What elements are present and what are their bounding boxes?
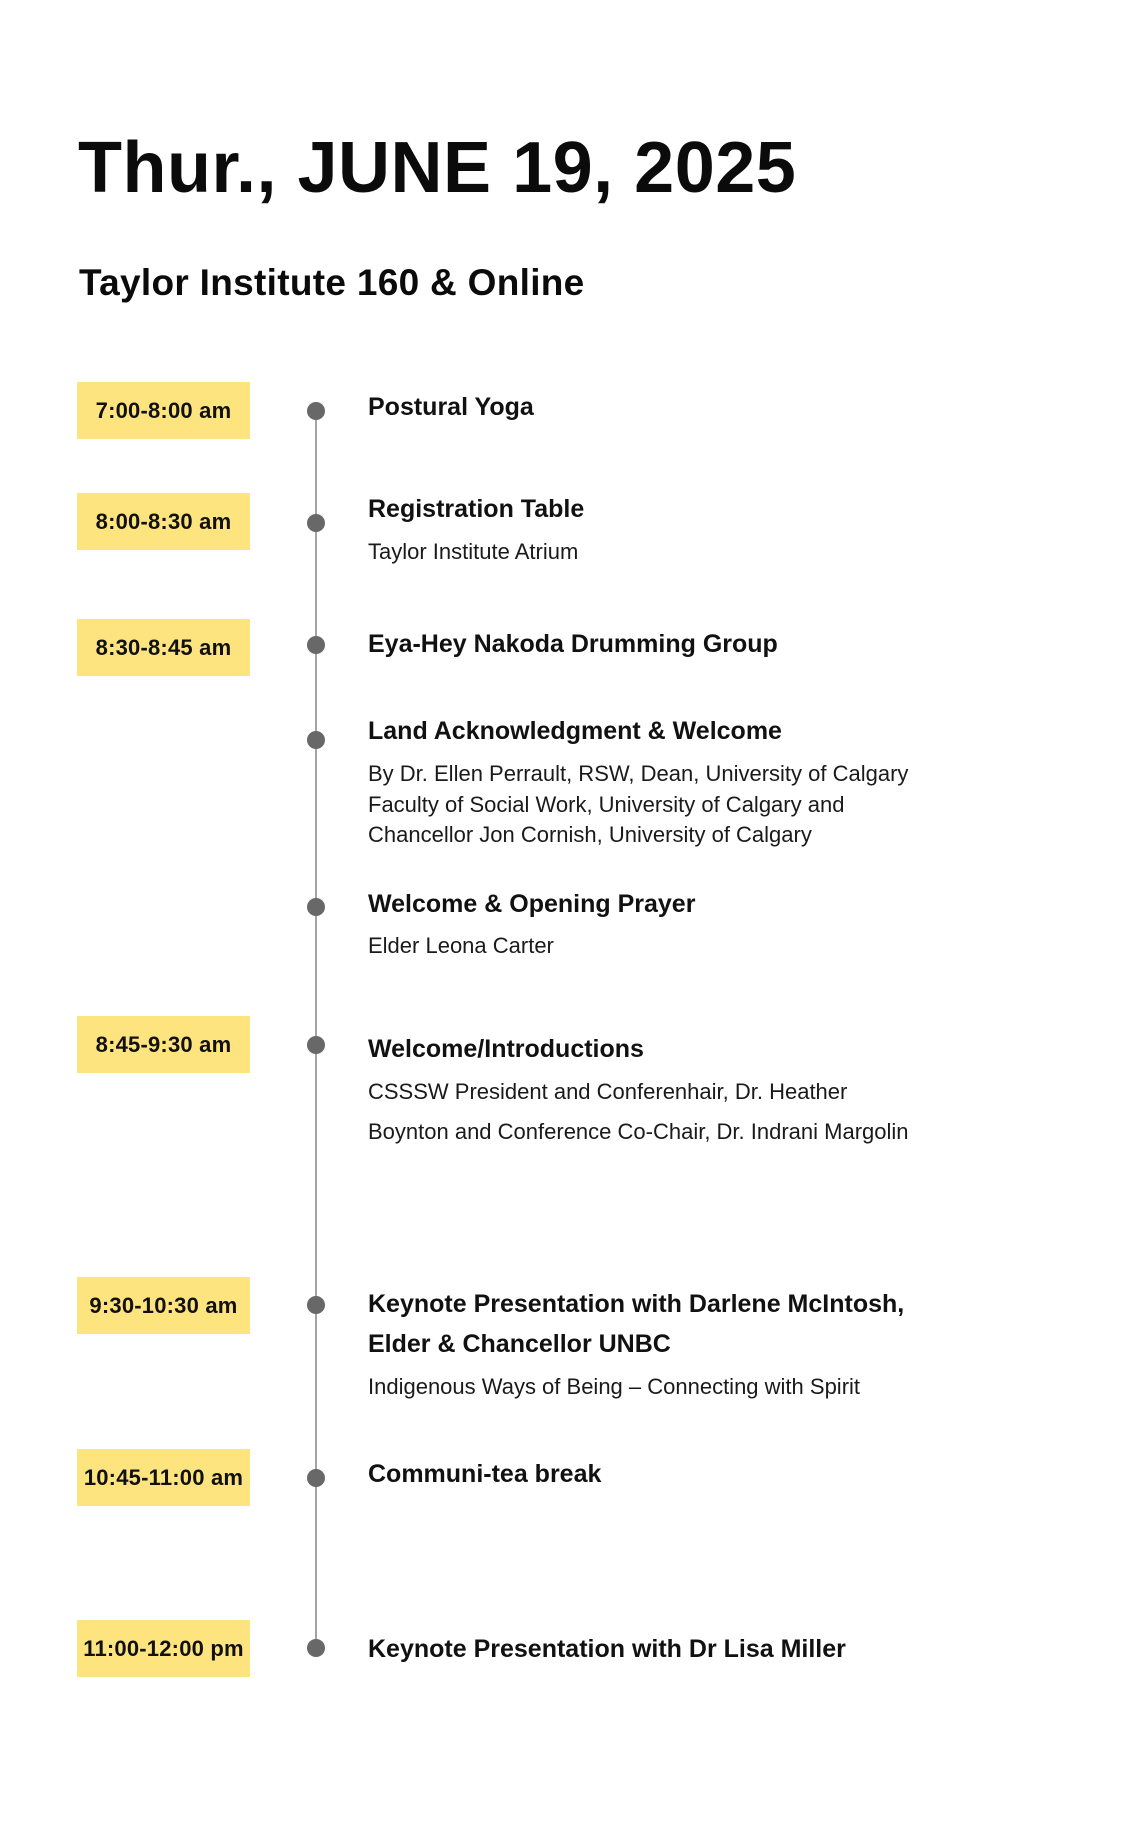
time-badge: 8:45-9:30 am: [77, 1016, 250, 1073]
event-location: Taylor Institute Atrium: [368, 539, 579, 564]
time-badge: 8:30-8:45 am: [77, 619, 250, 676]
time-badge: 10:45-11:00 am: [77, 1449, 250, 1506]
event-title-line: Keynote Presentation with Darlene McIntosh,: [368, 1290, 905, 1318]
event-speaker: Elder Leona Carter: [368, 933, 554, 958]
event-title: Keynote Presentation with Dr Lisa Miller: [368, 1635, 846, 1663]
event-details: [368, 1081, 909, 1161]
timeline-dot-icon: [307, 1469, 325, 1487]
timeline-dot-icon: [307, 1296, 325, 1314]
time-badge: 9:30-10:30 am: [77, 1277, 250, 1334]
time-badge: 7:00-8:00 am: [77, 382, 250, 439]
event-title: Postural Yoga: [368, 393, 534, 421]
timeline-dot-icon: [307, 731, 325, 749]
event-title: Eya-Hey Nakoda Drumming Group: [368, 630, 778, 658]
timeline-dot-icon: [307, 1036, 325, 1054]
event-details: [368, 763, 908, 855]
event-title: Registration Table: [368, 495, 585, 523]
event-detail-line: Chancellor Jon Cornish, University of Calgary: [368, 822, 812, 847]
time-badge: 8:00-8:30 am: [77, 493, 250, 550]
timeline-dot-icon: [307, 636, 325, 654]
event-detail-line: Faculty of Social Work, University of Calgary and: [368, 791, 845, 817]
page-title: Thur., JUNE 19, 2025: [78, 128, 797, 208]
event-title: Land Acknowledgment & Welcome: [368, 717, 782, 745]
event-title: [368, 1292, 904, 1372]
event-title: Welcome & Opening Prayer: [368, 890, 696, 918]
timeline-dot-icon: [307, 402, 325, 420]
event-detail-line: CSSSW President and Conferenhair, Dr. Heather: [368, 1079, 848, 1104]
time-badge: 11:00-12:00 pm: [77, 1620, 250, 1677]
event-title-line: Elder & Chancellor UNBC: [368, 1330, 671, 1358]
event-title: Communi-tea break: [368, 1460, 602, 1488]
event-topic: Indigenous Ways of Being – Connecting with Spirit: [368, 1374, 861, 1399]
location-subtitle: Taylor Institute 160 & Online: [79, 262, 585, 303]
timeline-line: [315, 411, 317, 1648]
timeline-dot-icon: [307, 514, 325, 532]
event-title: Welcome/Introductions: [368, 1035, 644, 1063]
event-detail-line: By Dr. Ellen Perrault, RSW, Dean, University of Calgary: [368, 761, 909, 786]
timeline-dot-icon: [307, 898, 325, 916]
timeline-dot-icon: [307, 1639, 325, 1657]
event-detail-line: Boynton and Conference Co-Chair, Dr. Indrani Margolin: [368, 1119, 909, 1144]
